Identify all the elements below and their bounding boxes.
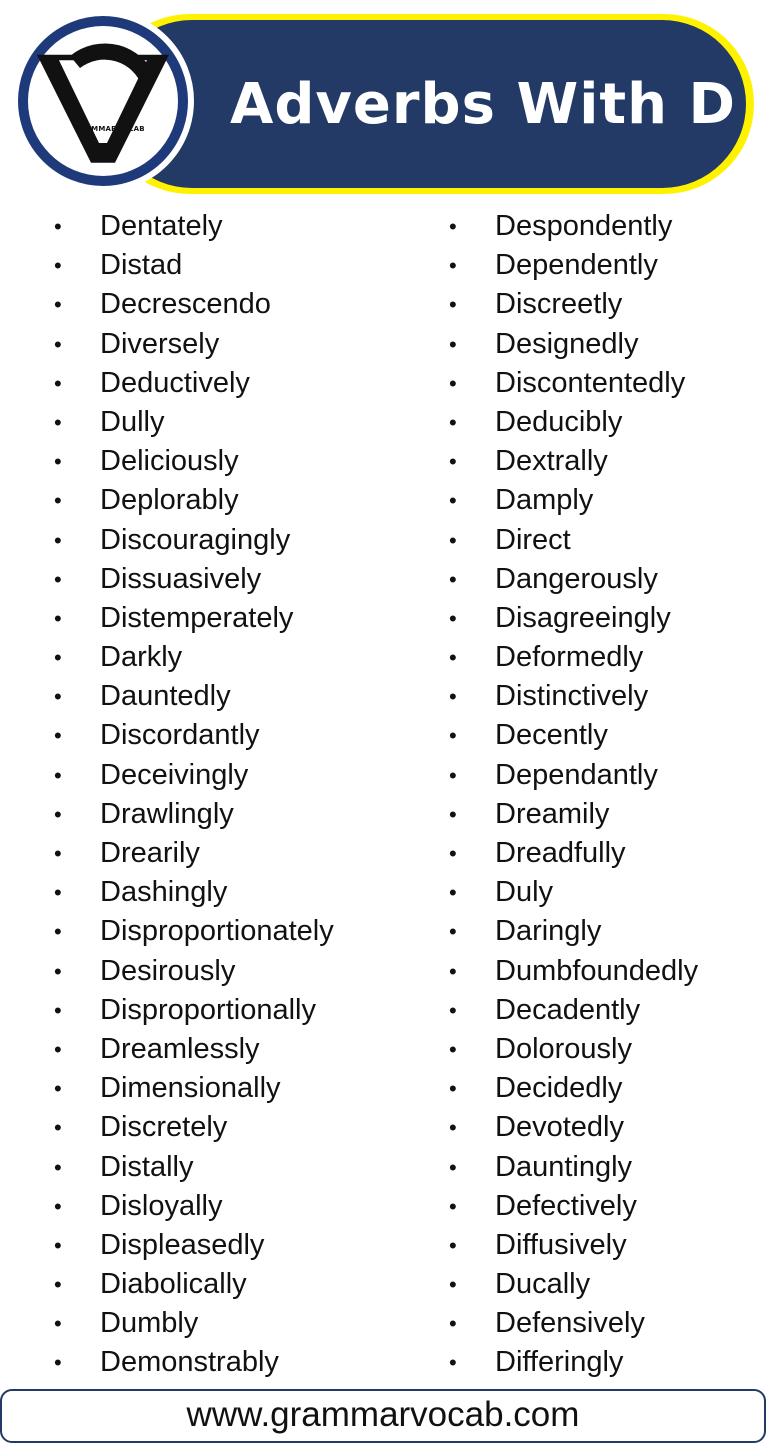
bullet-icon: • bbox=[449, 253, 457, 279]
adverb-word: Differingly bbox=[495, 1346, 624, 1379]
list-item bbox=[445, 403, 765, 442]
adverb-word: Decidedly bbox=[495, 1072, 623, 1105]
adverb-word: Dumbfoundedly bbox=[495, 954, 699, 987]
bullet-icon: • bbox=[449, 1036, 457, 1062]
adverb-word: Designedly bbox=[495, 327, 639, 360]
bullet-icon: • bbox=[54, 919, 62, 945]
adverb-word: Discordantly bbox=[100, 719, 260, 752]
bullet-icon: • bbox=[449, 1076, 457, 1102]
adverb-word: Discretely bbox=[100, 1111, 228, 1144]
adverb-word: Despondently bbox=[495, 210, 673, 242]
logo-text: GRAMMARVOCAB bbox=[74, 125, 145, 133]
bullet-icon: • bbox=[54, 331, 62, 357]
list-item bbox=[445, 364, 765, 403]
bullet-icon: • bbox=[449, 370, 457, 396]
adverb-word: Diabolically bbox=[100, 1268, 247, 1301]
list-item bbox=[445, 442, 765, 481]
bullet-icon: • bbox=[449, 1232, 457, 1258]
bullet-icon: • bbox=[54, 449, 62, 475]
adverb-word: Disproportionally bbox=[100, 993, 316, 1026]
list-item bbox=[50, 873, 430, 912]
list-item bbox=[50, 991, 430, 1030]
bullet-icon: • bbox=[54, 801, 62, 827]
adverb-word: Dreamlessly bbox=[100, 1032, 260, 1065]
adverb-word: Dependantly bbox=[495, 758, 658, 791]
bullet-icon: • bbox=[54, 292, 62, 318]
adverb-word: Decrescendo bbox=[100, 288, 271, 321]
adverb-word: Dissuasively bbox=[100, 562, 262, 595]
adverb-word: Decently bbox=[495, 719, 608, 752]
list-item bbox=[50, 207, 430, 246]
adverb-word: Dumbly bbox=[100, 1307, 199, 1340]
bullet-icon: • bbox=[54, 1232, 62, 1258]
bullet-icon: • bbox=[449, 1115, 457, 1141]
list-item bbox=[445, 756, 765, 795]
bullet-icon: • bbox=[54, 880, 62, 906]
list-item bbox=[50, 834, 430, 873]
bullet-icon: • bbox=[54, 1350, 62, 1376]
adverb-word: Dauntingly bbox=[495, 1150, 633, 1183]
list-item bbox=[50, 795, 430, 834]
adverb-word: Disagreeingly bbox=[495, 601, 671, 634]
adverb-lists bbox=[0, 207, 768, 1387]
bullet-icon: • bbox=[449, 449, 457, 475]
adverb-word: Distemperately bbox=[100, 601, 294, 634]
list-item bbox=[445, 677, 765, 716]
adverb-word: Distinctively bbox=[495, 680, 649, 713]
list-item bbox=[50, 403, 430, 442]
bullet-icon: • bbox=[54, 1193, 62, 1219]
list-item bbox=[445, 1030, 765, 1069]
list-item bbox=[50, 1343, 430, 1382]
adverb-word: Duly bbox=[495, 876, 554, 909]
list-item bbox=[445, 795, 765, 834]
bullet-icon: • bbox=[54, 488, 62, 514]
bullet-icon: • bbox=[449, 880, 457, 906]
list-item bbox=[50, 1304, 430, 1343]
list-item bbox=[445, 834, 765, 873]
adverb-word: Decadently bbox=[495, 993, 641, 1026]
page-title: Adverbs With D bbox=[230, 72, 737, 137]
list-item bbox=[445, 325, 765, 364]
bullet-icon: • bbox=[449, 1272, 457, 1298]
bullet-icon: • bbox=[54, 997, 62, 1023]
list-item bbox=[445, 1343, 765, 1382]
adverb-word: Dextrally bbox=[495, 445, 608, 478]
list-item bbox=[50, 442, 430, 481]
bullet-icon: • bbox=[54, 253, 62, 279]
bullet-icon: • bbox=[54, 370, 62, 396]
bullet-icon: • bbox=[449, 997, 457, 1023]
adverb-word: Defensively bbox=[495, 1307, 645, 1340]
list-item bbox=[445, 1148, 765, 1187]
adverb-word: Dangerously bbox=[495, 562, 658, 595]
adverb-word: Ducally bbox=[495, 1268, 591, 1301]
bullet-icon: • bbox=[54, 527, 62, 553]
adverb-word: Dolorously bbox=[495, 1032, 632, 1065]
adverb-word: Discouragingly bbox=[100, 523, 291, 556]
list-item bbox=[445, 716, 765, 755]
bullet-icon: • bbox=[449, 1193, 457, 1219]
header bbox=[0, 0, 768, 205]
adverb-word: Dimensionally bbox=[100, 1072, 281, 1105]
bullet-icon: • bbox=[54, 214, 62, 239]
list-item bbox=[445, 481, 765, 520]
adverb-word: Dashingly bbox=[100, 876, 228, 909]
adverb-word: Dentately bbox=[100, 210, 223, 242]
bullet-icon: • bbox=[54, 1154, 62, 1180]
list-item bbox=[50, 481, 430, 520]
adverb-word: Drearily bbox=[100, 837, 200, 869]
bullet-icon: • bbox=[449, 684, 457, 710]
bullet-icon: • bbox=[54, 1076, 62, 1102]
adverb-word: Drawlingly bbox=[100, 797, 234, 830]
bullet-icon: • bbox=[449, 605, 457, 631]
list-item bbox=[445, 1226, 765, 1265]
list-item bbox=[445, 638, 765, 677]
list-item bbox=[445, 873, 765, 912]
bullet-icon: • bbox=[54, 605, 62, 631]
adverb-word: Deformedly bbox=[495, 641, 644, 674]
list-item bbox=[50, 1226, 430, 1265]
bullet-icon: • bbox=[449, 1311, 457, 1337]
list-item bbox=[50, 716, 430, 755]
list-item bbox=[445, 246, 765, 285]
adverb-word: Dependently bbox=[495, 249, 658, 282]
list-item bbox=[445, 991, 765, 1030]
grammarvocab-logo bbox=[12, 10, 194, 192]
bullet-icon: • bbox=[449, 292, 457, 318]
list-item bbox=[50, 756, 430, 795]
bullet-icon: • bbox=[449, 645, 457, 671]
list-item bbox=[445, 1265, 765, 1304]
adverb-word: Disloyally bbox=[100, 1189, 223, 1222]
list-item bbox=[50, 677, 430, 716]
adverb-word: Distad bbox=[100, 249, 183, 282]
list-item bbox=[50, 1069, 430, 1108]
list-item bbox=[50, 599, 430, 638]
adverb-word: Discreetly bbox=[495, 288, 623, 321]
bullet-icon: • bbox=[54, 645, 62, 671]
bullet-icon: • bbox=[449, 1350, 457, 1376]
adverb-word: Defectively bbox=[495, 1189, 637, 1222]
adverb-word: Displeasedly bbox=[100, 1228, 265, 1261]
bullet-icon: • bbox=[54, 958, 62, 984]
footer-url: www.grammarvocab.com bbox=[0, 1389, 766, 1443]
adverb-word: Dreadfully bbox=[495, 837, 626, 869]
list-item bbox=[50, 1148, 430, 1187]
bullet-icon: • bbox=[449, 488, 457, 514]
bullet-icon: • bbox=[449, 919, 457, 945]
bullet-icon: • bbox=[449, 841, 457, 866]
bullet-icon: • bbox=[54, 566, 62, 592]
bullet-icon: • bbox=[54, 1036, 62, 1062]
list-item bbox=[50, 952, 430, 991]
left-adverb-column bbox=[50, 207, 430, 1383]
adverb-word: Demonstrably bbox=[100, 1346, 279, 1379]
bullet-icon: • bbox=[54, 409, 62, 435]
bullet-icon: • bbox=[449, 723, 457, 749]
adverb-word: Dreamily bbox=[495, 797, 610, 830]
bullet-icon: • bbox=[54, 762, 62, 788]
list-item bbox=[445, 912, 765, 951]
list-item bbox=[445, 1069, 765, 1108]
adverb-word: Devotedly bbox=[495, 1111, 624, 1144]
list-item bbox=[50, 1030, 430, 1069]
adverb-word: Discontentedly bbox=[495, 366, 686, 399]
bullet-icon: • bbox=[54, 1311, 62, 1337]
adverb-word: Direct bbox=[495, 523, 571, 556]
list-item bbox=[50, 285, 430, 324]
list-item bbox=[445, 285, 765, 324]
logo-v-mark-icon bbox=[18, 16, 188, 186]
list-item bbox=[445, 560, 765, 599]
adverb-word: Deceivingly bbox=[100, 758, 249, 791]
list-item bbox=[445, 1187, 765, 1226]
list-item bbox=[445, 1108, 765, 1147]
list-item bbox=[50, 1265, 430, 1304]
adverb-word: Distally bbox=[100, 1150, 194, 1183]
adverb-word: Darkly bbox=[100, 641, 183, 674]
bullet-icon: • bbox=[449, 214, 457, 239]
list-item bbox=[50, 912, 430, 951]
list-item bbox=[50, 560, 430, 599]
adverb-word: Dully bbox=[100, 405, 165, 438]
list-item bbox=[445, 1304, 765, 1343]
list-item bbox=[445, 599, 765, 638]
bullet-icon: • bbox=[449, 409, 457, 435]
adverb-word: Deducibly bbox=[495, 405, 623, 438]
bullet-icon: • bbox=[449, 331, 457, 357]
bullet-icon: • bbox=[54, 1115, 62, 1141]
list-item bbox=[50, 246, 430, 285]
list-item bbox=[50, 1187, 430, 1226]
bullet-icon: • bbox=[54, 723, 62, 749]
list-item bbox=[50, 521, 430, 560]
list-item bbox=[50, 364, 430, 403]
adverb-word: Deplorably bbox=[100, 484, 239, 517]
adverb-word: Diffusively bbox=[495, 1228, 627, 1261]
adverb-word: Diversely bbox=[100, 327, 220, 360]
bullet-icon: • bbox=[54, 684, 62, 710]
adverb-word: Damply bbox=[495, 484, 594, 517]
bullet-icon: • bbox=[449, 801, 457, 827]
adverb-word: Disproportionately bbox=[100, 915, 334, 948]
bullet-icon: • bbox=[449, 527, 457, 553]
list-item bbox=[445, 207, 765, 246]
list-item bbox=[50, 325, 430, 364]
right-adverb-column bbox=[445, 207, 765, 1383]
bullet-icon: • bbox=[449, 1154, 457, 1180]
adverb-word: Dauntedly bbox=[100, 680, 231, 713]
list-item bbox=[445, 952, 765, 991]
bullet-icon: • bbox=[449, 566, 457, 592]
list-item bbox=[445, 521, 765, 560]
bullet-icon: • bbox=[54, 841, 62, 866]
list-item bbox=[50, 1108, 430, 1147]
bullet-icon: • bbox=[449, 762, 457, 788]
bullet-icon: • bbox=[449, 958, 457, 984]
list-item bbox=[50, 638, 430, 677]
bullet-icon: • bbox=[54, 1272, 62, 1298]
adverb-word: Deductively bbox=[100, 366, 250, 399]
adverb-word: Deliciously bbox=[100, 445, 239, 478]
adverb-word: Desirously bbox=[100, 954, 236, 987]
adverb-word: Daringly bbox=[495, 915, 602, 948]
